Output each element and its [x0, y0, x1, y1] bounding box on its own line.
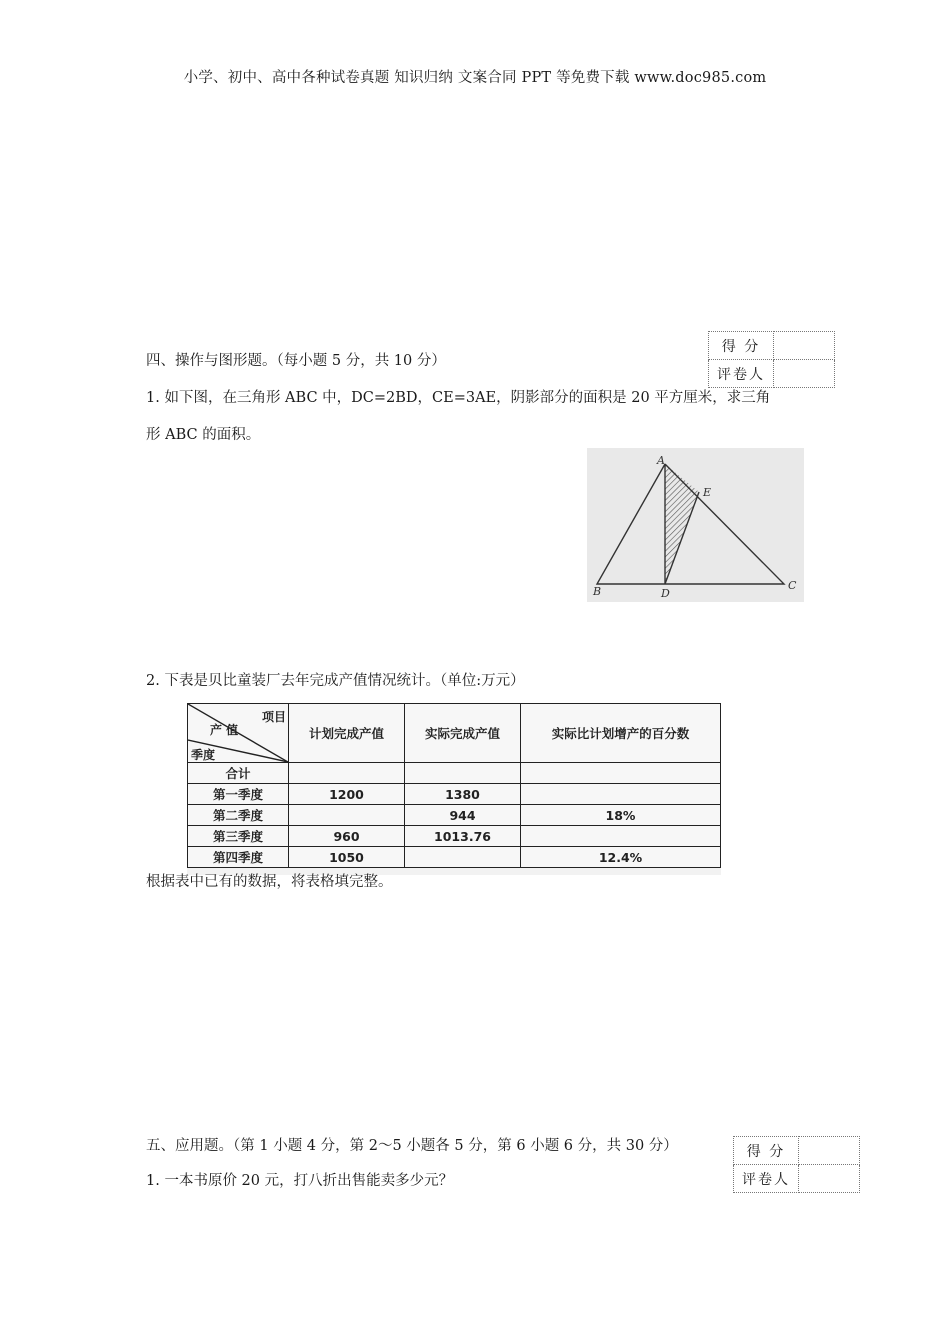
score-box-section4: [708, 331, 835, 388]
cell-planned: 1200: [289, 784, 405, 805]
cell-planned[interactable]: [289, 763, 405, 784]
section4-q1-line1: 1. 如下图，在三角形 ABC 中，DC=2BD，CE=3AE，阴影部分的面积是 20 平方厘米，求三角: [146, 390, 771, 406]
cell-percent: 12.4%: [521, 847, 721, 868]
score-value-cell[interactable]: [774, 332, 835, 360]
corner-top-right: 项目: [261, 710, 286, 724]
section4-q2-instruction: 根据表中已有的数据，将表格填完整。: [146, 874, 393, 890]
triangle-figure: [587, 448, 804, 602]
label-d: D: [661, 587, 670, 600]
grader-value-cell[interactable]: [774, 360, 835, 388]
section4-q2-text: 2. 下表是贝比童装厂去年完成产值情况统计。（单位:万元）: [146, 673, 525, 689]
score-box-section5: [733, 1136, 860, 1193]
table-row: [188, 784, 721, 805]
triangle-abc: [597, 464, 784, 584]
table-row: [188, 805, 721, 826]
cell-actual: 944: [405, 805, 521, 826]
cell-actual[interactable]: [405, 763, 521, 784]
label-a: A: [657, 454, 665, 467]
label-c: C: [788, 579, 797, 592]
header-percent: 实际比计划增产的百分数: [521, 704, 721, 763]
cell-planned: 1050: [289, 847, 405, 868]
page-header: 小学、初中、高中各种试卷真题 知识归纳 文案合同 PPT 等免费下载 www.doc985.com: [183, 70, 767, 86]
section5-q1-text: 1. 一本书原价 20 元，打八折出售能卖多少元？: [146, 1173, 454, 1189]
grader-value-cell[interactable]: [799, 1165, 860, 1193]
row-label: 第一季度: [188, 784, 289, 805]
row-label: 第三季度: [188, 826, 289, 847]
score-label: 得 分: [734, 1137, 799, 1165]
table-row: [188, 763, 721, 784]
corner-bottom-left: 季度: [191, 748, 216, 762]
cell-percent: 18%: [521, 805, 721, 826]
production-table: [187, 703, 721, 868]
section4-q1-line2: 形 ABC 的面积。: [146, 427, 261, 443]
row-label: 合计: [188, 763, 289, 784]
label-e: E: [703, 486, 712, 499]
cell-percent[interactable]: [521, 784, 721, 805]
cell-actual: 1013.76: [405, 826, 521, 847]
table-row: [188, 826, 721, 847]
cell-percent[interactable]: [521, 826, 721, 847]
cell-planned[interactable]: [289, 805, 405, 826]
corner-cell: [188, 704, 289, 763]
row-label: 第四季度: [188, 847, 289, 868]
cell-actual[interactable]: [405, 847, 521, 868]
section4-title: 四、操作与图形题。（每小题 5 分，共 10 分）: [146, 353, 446, 369]
cell-actual: 1380: [405, 784, 521, 805]
cell-planned: 960: [289, 826, 405, 847]
triangle-diagram: [587, 448, 804, 602]
corner-middle: 产 值: [210, 723, 239, 737]
table-header-row: [188, 704, 721, 763]
cell-percent[interactable]: [521, 763, 721, 784]
table-row: [188, 847, 721, 868]
section5-title: 五、应用题。（第 1 小题 4 分，第 2～5 小题各 5 分，第 6 小题 6 分，共 30 分）: [146, 1138, 678, 1154]
production-table-container: [187, 703, 721, 875]
score-label: 得 分: [709, 332, 774, 360]
row-label: 第二季度: [188, 805, 289, 826]
header-planned: 计划完成产值: [289, 704, 405, 763]
label-b: B: [593, 585, 602, 598]
header-actual: 实际完成产值: [405, 704, 521, 763]
grader-label: 评卷人: [709, 360, 774, 388]
score-value-cell[interactable]: [799, 1137, 860, 1165]
grader-label: 评卷人: [734, 1165, 799, 1193]
